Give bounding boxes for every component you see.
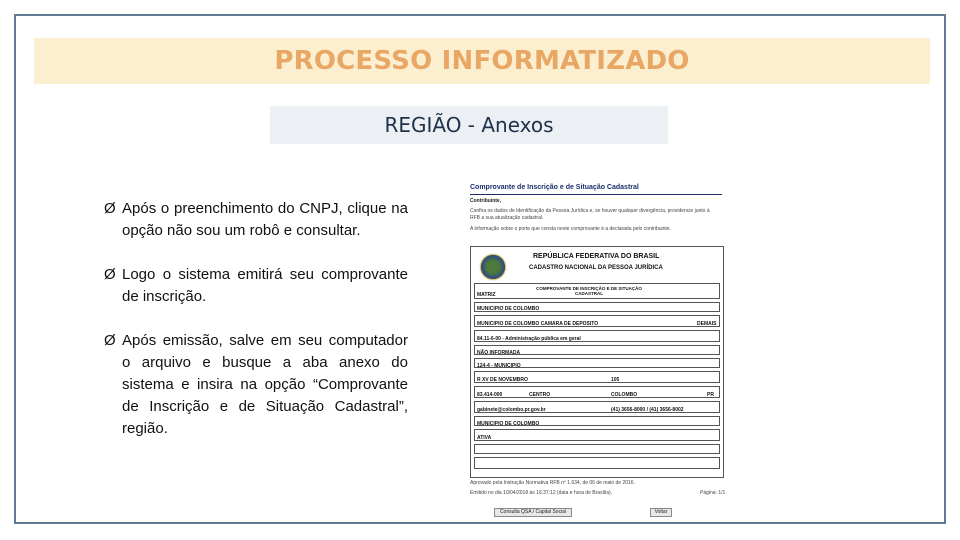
field-cidade: COLOMBO xyxy=(611,392,638,398)
row-nome xyxy=(474,302,720,312)
bullet-item xyxy=(104,198,408,242)
field-municipio: MUNICIPIO DE COLOMBO xyxy=(477,306,540,312)
intro-heading: Contribuinte, xyxy=(470,198,502,204)
field-natureza: 124-4 - MUNICIPIO xyxy=(477,363,521,369)
row-fantasia xyxy=(474,315,720,327)
bullet-item xyxy=(104,330,408,440)
field-atividade-secundaria: NÃO INFORMADA xyxy=(477,350,521,356)
arrow-bullet-icon: Ø xyxy=(104,266,116,283)
row-secundaria xyxy=(474,345,720,355)
field-numero: 105 xyxy=(611,377,620,383)
row-logradouro xyxy=(474,371,720,383)
cnpj-certificate-image xyxy=(454,168,734,520)
row-efr xyxy=(474,416,720,426)
field-efr: MUNICIPIO DE COLOMBO xyxy=(477,421,540,427)
bullet-text: Logo o sistema emitirá seu comprovante de inscrição. xyxy=(122,266,408,305)
row-inscricao xyxy=(474,283,720,299)
title-underline xyxy=(470,194,722,195)
brazil-coat-of-arms-icon xyxy=(479,253,507,281)
intro-line-2: RFB a sua atualização cadastral. xyxy=(470,215,544,221)
voltar-button[interactable]: Voltar xyxy=(650,508,672,517)
field-cep: 83.414-000 xyxy=(477,392,503,398)
document-heading: COMPROVANTE DE INSCRIÇÃO E DE SITUAÇÃO CADASTRAL xyxy=(536,286,642,296)
slide-frame xyxy=(14,14,946,524)
field-nome-fantasia: MUNICIPIO DE COLOMBO CAMARA DE DEPOSITO xyxy=(477,321,599,327)
bullet-list xyxy=(104,198,408,462)
row-especial xyxy=(474,457,720,469)
slide-subtitle: REGIÃO - Anexos xyxy=(384,113,554,137)
row-situacao xyxy=(474,429,720,441)
row-motivo xyxy=(474,444,720,454)
subtitle-banner xyxy=(270,106,668,144)
row-natureza xyxy=(474,358,720,368)
footer-page: Página: 1/1 xyxy=(700,490,726,496)
header-republic: REPÚBLICA FEDERATIVA DO BRASIL xyxy=(533,253,660,260)
field-email: gabinete@colombo.pr.gov.br xyxy=(477,407,546,413)
row-atividade xyxy=(474,330,720,342)
field-uf: PR xyxy=(707,392,714,398)
field-telefone: (41) 3656-8000 / (41) 3656-8002 xyxy=(611,407,684,413)
bullet-item xyxy=(104,264,408,308)
footer-emission: Emitido no dia 10/04/2018 às 16:37:12 (data e hora de Brasília). xyxy=(470,490,613,496)
header-cnpj: CADASTRO NACIONAL DA PESSOA JURÍDICA xyxy=(529,265,663,271)
field-bairro: CENTRO xyxy=(529,392,551,398)
row-contato xyxy=(474,401,720,413)
field-porte: DEMAIS xyxy=(697,321,717,327)
arrow-bullet-icon: Ø xyxy=(104,332,116,349)
row-endereco xyxy=(474,386,720,398)
intro-line-3: A informação sobre o porte que consta neste comprovante é a declarada pelo contribuinte. xyxy=(470,226,671,232)
bullet-text: Após emissão, salve em seu computador o arquivo e busque a aba anexo do sistema e insira na opção “Comprovante de Inscrição e de Situação Cadastral”, região. xyxy=(122,332,408,437)
consulta-qsa-button[interactable]: Consulta QSA / Capital Social xyxy=(494,508,572,517)
title-banner xyxy=(34,38,930,84)
document-title: Comprovante de Inscrição e de Situação Cadastral xyxy=(470,184,639,191)
field-atividade: 84.11-6-00 - Administração pública em geral xyxy=(477,336,581,342)
intro-line-1: Confira os dados de Identificação da Pessoa Jurídica e, se houver qualquer divergência, providencie junto à xyxy=(470,208,710,214)
field-matriz: MATRIZ xyxy=(477,292,496,298)
certificate-body xyxy=(470,246,724,478)
slide-title: PROCESSO INFORMATIZADO xyxy=(274,46,690,76)
arrow-bullet-icon: Ø xyxy=(104,200,116,217)
footer-approval: Aprovado pela Instrução Normativa RFB nº 1.634, de 06 de maio de 2016. xyxy=(470,480,635,486)
bullet-text: Após o preenchimento do CNPJ, clique na opção não sou um robô e consultar. xyxy=(122,200,408,239)
field-logradouro: R XV DE NOVEMBRO xyxy=(477,377,528,383)
field-situacao: ATIVA xyxy=(477,435,492,441)
